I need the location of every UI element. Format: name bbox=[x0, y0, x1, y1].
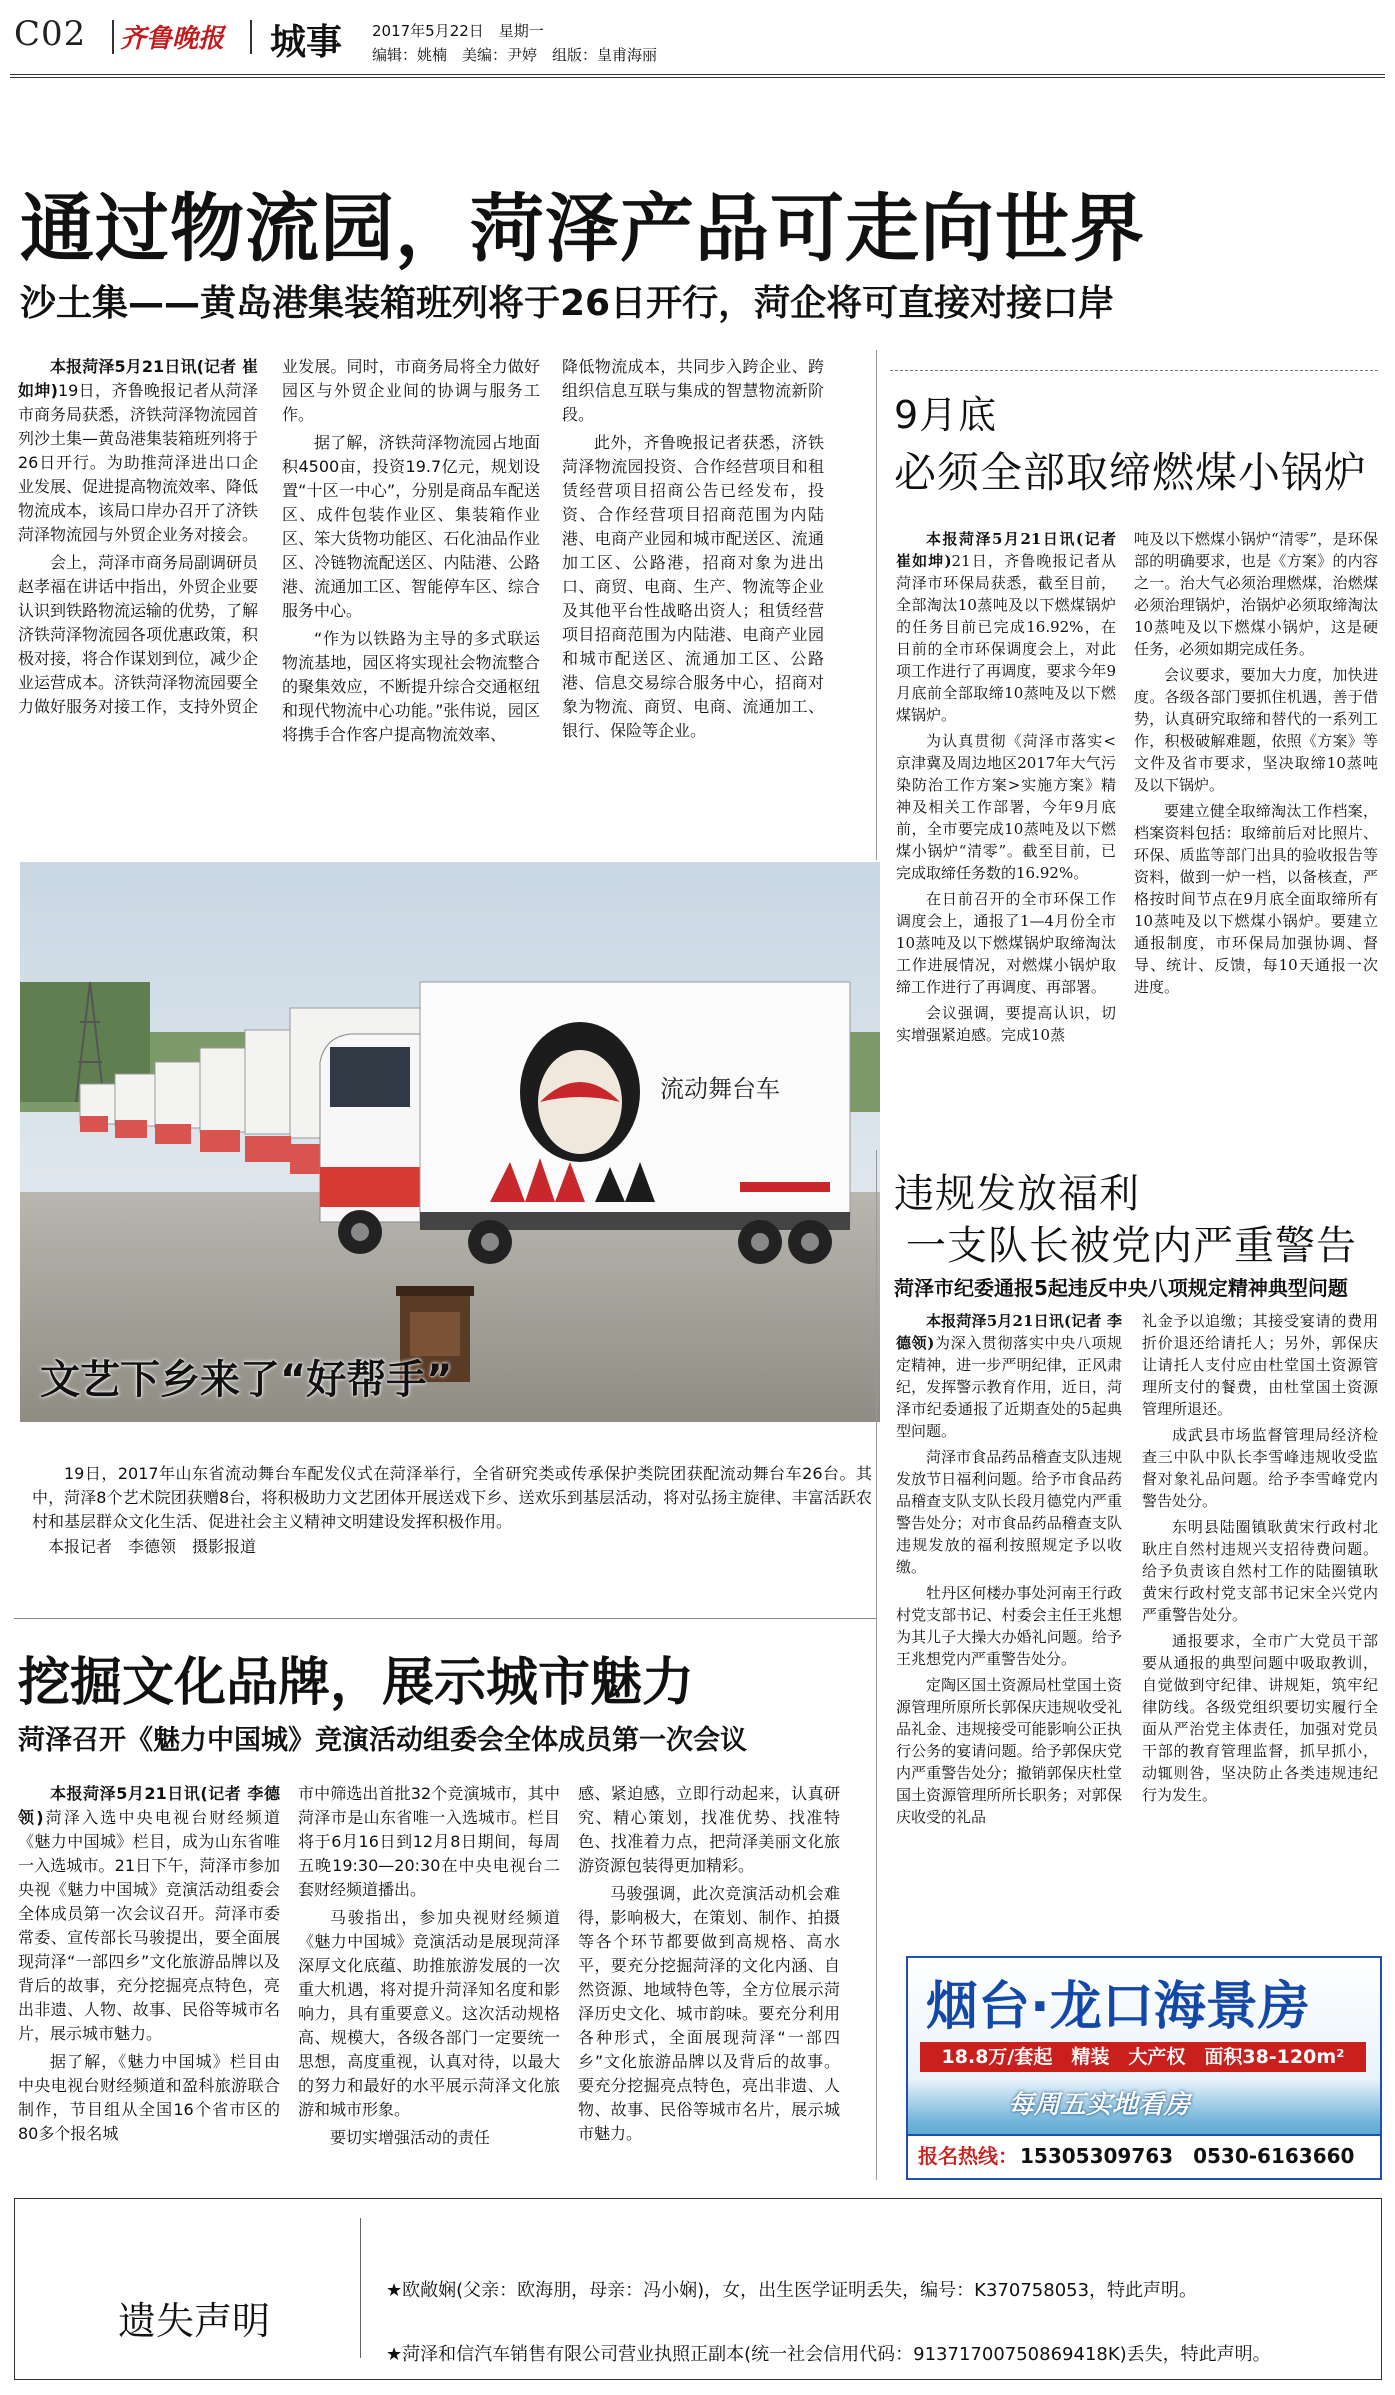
column-rule bbox=[876, 1150, 877, 2180]
culture-headline: 挖掘文化品牌，展示城市魅力 bbox=[18, 1653, 695, 1713]
lead-headline: 通过物流园，菏泽产品可走向世界 bbox=[20, 186, 1145, 272]
paragraph: 会议强调，要提高认识，切实增强紧迫感。完成10蒸 bbox=[896, 1004, 1116, 1044]
lead-column-1 bbox=[18, 355, 258, 723]
paragraph: 定陶区国土资源局杜堂国土资源管理所原所长郭保庆违规收受礼品礼金、违规接受可能影响公正执行公务的宴请问题。给予郭保庆党内严重警告处分；撤销郭保庆杜堂国土资源管理所所长职务；对郭保庆收受的礼品 bbox=[896, 1676, 1122, 1826]
real-estate-ad bbox=[906, 1956, 1382, 2180]
section-rule bbox=[890, 370, 1378, 371]
trucks-photo bbox=[20, 862, 880, 1422]
culture-column-1 bbox=[18, 1782, 280, 2150]
paragraph: 业发展。同时，市商务局将全力做好园区与外贸企业间的协调与服务工作。 bbox=[282, 357, 540, 424]
paragraph: “作为以铁路为主导的多式联运物流基地，园区将实现社会物流整合的聚集效应，不断提升综合交通枢纽和现代物流中心功能。”张伟说，园区将携手合作客户提高物流效率、 bbox=[282, 629, 540, 744]
paragraph: 据了解，济铁菏泽物流园占地面积4500亩，投资19.7亿元，规划设置“十区一中心”，分别是商品车配送区、成件包装作业区、集装箱作业区、笨大货物功能区、石化油品作业区、冷链物流配送区、内陆港、公路港、流通加工区、智能停车区、综合服务中心。 bbox=[282, 433, 540, 620]
paragraph: 马骏强调，此次竞演活动机会难得，影响极大，在策划、制作、拍摄等各个环节都要做到高规格、高水平，要充分挖掘菏泽的文化内涵、自然资源、地域特色等，全方位展示菏泽历史文化、城市韵味。要充分利用各种形式，全面展现菏泽“一部四乡”文化旅游品牌以及背后的故事。要充分挖掘亮点特色，亮出非遗、人物、故事、民俗等城市名片，展示城市魅力。 bbox=[578, 1884, 840, 2143]
discipline-column-2 bbox=[1142, 1310, 1378, 1810]
newspaper-logo: 齐鲁晚报 bbox=[120, 24, 225, 54]
paragraph: 会议要求，要加大力度，加快进度。各级各部门要抓住机遇，善于借势，认真研究取缔和替代的一系列工作，积极破解难题，依照《方案》等文件及省市要求，坚决取缔10蒸吨及以下锅炉。 bbox=[1134, 666, 1378, 794]
paragraph: 要建立健全取缔淘汰工作档案，档案资料包括：取缔前后对比照片、环保、质监等部门出具的验收报告等资料，做到一炉一档，以备核查，严格按时间节点在9月底全面取缔所有10蒸吨及以下燃煤小锅炉。要建立通报制度，市环保局加强协调、督导、统计、反馈，每10天通报一次进度。 bbox=[1134, 802, 1378, 996]
truck-lettering: 流动舞台车 bbox=[660, 1075, 780, 1103]
paragraph: 本报菏泽5月21日讯(记者 李德领)菏泽入选中央电视台财经频道《魅力中国城》栏目，成为山东省唯一入选城市。21日下午，菏泽市参加央视《魅力中国城》竞演活动组委会全体成员第一次会议召开。菏泽市委常委、宣传部长马骏提出，要全面展现菏泽“一部四乡”文化旅游品牌以及背后的故事，充分挖掘亮点特色，亮出非遗、人物、故事、民俗等城市名片，展示城市魅力。 bbox=[18, 1784, 280, 2043]
ad-price-bar: 18.8万/套起 精装 大产权 面积38-120m² bbox=[920, 2042, 1366, 2072]
culture-column-2 bbox=[298, 1782, 560, 2154]
discipline-headline-line1: 违规发放福利 bbox=[894, 1171, 1140, 1217]
photo-headline: 文艺下乡来了“好帮手” bbox=[40, 1357, 453, 1403]
ad-title: 烟台·龙口海景房 bbox=[926, 1977, 1310, 2037]
paragraph: 会上，菏泽市商务局副调研员赵孝福在讲话中指出，外贸企业要认识到铁路物流运输的优势，了解济铁菏泽物流园各项优惠政策，积极对接，将合作谋划到位，减少企业运营成本。济铁菏泽物流园要全力做好服务对接工作，支持外贸企 bbox=[18, 553, 259, 716]
paragraph: 本报菏泽5月21日讯(记者 崔如坤)21日，齐鲁晚报记者从菏泽市环保局获悉，截至目前，全部淘汰10蒸吨及以下燃煤锅炉的任务目前已完成16.92%，在日前的全市环保调度会上，对此项工作进行了再调度，要求今年9月底前全部取缔10蒸吨及以下燃煤锅炉。 bbox=[896, 530, 1116, 724]
issue-date: 2017年5月22日 星期一 bbox=[372, 22, 544, 40]
header-divider bbox=[250, 20, 252, 54]
paragraph: 牡丹区何楼办事处河南王行政村党支部书记、村委会主任王兆想为其儿子大操大办婚礼问题。给予王兆想党内严重警告处分。 bbox=[896, 1584, 1122, 1668]
lost-notice-divider bbox=[360, 2218, 361, 2358]
column-rule bbox=[876, 350, 877, 860]
photo-credit: 本报记者 李德领 摄影报道 bbox=[48, 1537, 257, 1556]
discipline-column-1 bbox=[896, 1310, 1122, 1832]
lost-notice-item: ★欧敞娴(父亲：欧海朋，母亲：冯小娴)，女，出生医学证明丢失，编号：K370758053，特此声明。 bbox=[386, 2280, 1198, 2301]
boiler-column-1 bbox=[896, 528, 1116, 1050]
lead-column-3 bbox=[562, 355, 824, 747]
section-name: 城事 bbox=[270, 22, 343, 63]
paragraph: 礼金予以追缴；其接受宴请的费用折价退还给请托人；另外，郭保庆让请托人支付应由杜堂国土资源管理所支付的餐费，由杜堂国土资源管理所退还。 bbox=[1142, 1312, 1378, 1418]
discipline-subheadline: 菏泽市纪委通报5起违反中央八项规定精神典型问题 bbox=[894, 1276, 1348, 1300]
ad-hotline-numbers: 15305309763 0530-6163660 bbox=[1020, 2144, 1355, 2168]
lost-notice-label: 遗失声明 bbox=[118, 2299, 271, 2343]
paragraph: 本报菏泽5月21日讯(记者 崔如坤)19日，齐鲁晚报记者从菏泽市商务局获悉，济铁菏泽物流园首列沙土集—黄岛港集装箱班列将于26日开行。为助推菏泽进出口企业发展、促进提高物流效率、降低物流成本，该局口岸办召开了济铁菏泽物流园与外贸企业务对接会。 bbox=[18, 357, 259, 544]
editor-credits: 编辑：姚楠 美编：尹婷 组版：皇甫海丽 bbox=[372, 46, 658, 64]
paragraph: 在日前召开的全市环保工作调度会上，通报了1—4月份全市10蒸吨及以下燃煤锅炉取缔淘汰工作进展情况，对燃煤小锅炉取缔工作进行了再调度、再部署。 bbox=[896, 890, 1116, 996]
paragraph: 感、紧迫感，立即行动起来，认真研究、精心策划，找准优势、找准特色、找准着力点，把菏泽美丽文化旅游资源包装得更加精彩。 bbox=[578, 1784, 840, 1875]
ad-hotline-label: 报名热线： bbox=[918, 2144, 1018, 2168]
paragraph: 菏泽市食品药品稽查支队违规发放节日福利问题。给予市食品药品稽查支队支队长段月德党内严重警告处分；对市食品药品稽查支队违规发放的福利按照规定予以收缴。 bbox=[896, 1448, 1122, 1576]
ad-tagline: 每周五实地看房 bbox=[1008, 2090, 1191, 2120]
lead-subheadline: 沙土集——黄岛港集装箱班列将于26日开行，菏企将可直接对接口岸 bbox=[20, 283, 1115, 324]
discipline-headline-line2: 一支队长被党内严重警告 bbox=[906, 1223, 1357, 1269]
paragraph: 为认真贯彻《菏泽市落实<京津冀及周边地区2017年大气污染防治工作方案>实施方案》精神及相关工作部署，今年9月底前，全市要完成10蒸吨及以下燃煤小锅炉“清零”。截至目前，已完成取缔任务数的16.92%。 bbox=[896, 732, 1116, 882]
paragraph: 要切实增强活动的责任 bbox=[330, 2128, 491, 2147]
boiler-headline-line2: 必须全部取缔燃煤小锅炉 bbox=[894, 448, 1368, 497]
paragraph: 此外，齐鲁晚报记者获悉，济铁菏泽物流园投资、合作经营项目和租赁经营项目招商公告已经发布，投资、合作经营项目招商范围为内陆港、电商产业园和城市配送区、流通加工区、公路港，招商对象为进出口、商贸、电商、生产、物流等企业及其他平台性战略出资人；租赁经营项目招商范围为内陆港、电商产业园和城市配送区、流通加工区、公路港、信息交易综合服务中心，招商对象为物流、商贸、电商、流通加工、银行、保险等企业。 bbox=[562, 433, 824, 740]
page-number: C02 bbox=[14, 14, 87, 54]
boiler-column-2 bbox=[1134, 528, 1378, 1002]
paragraph: 东明县陆圈镇耿黄宋行政村北耿庄自然村违规兴支招待费问题。给予负责该自然村工作的陆圈镇耿黄宋行政村党支部书记宋全兴党内严重警告处分。 bbox=[1142, 1518, 1378, 1624]
paragraph: 据了解，《魅力中国城》栏目由中央电视台财经频道和盈科旅游联合制作，节目组从全国16个省市区的80多个报名城 bbox=[18, 2052, 280, 2143]
boiler-headline-line1: 9月底 bbox=[894, 393, 998, 437]
culture-column-3 bbox=[578, 1782, 840, 2150]
paragraph: 马骏指出，参加央视财经频道《魅力中国城》竞演活动是展现菏泽深厚文化底蕴、助推旅游发展的一次重大机遇，将对提升菏泽知名度和影响力，具有重要意义。这次活动规格高、规模大，各级各部门一定要统一思想，高度重视，认真对待，以最大的努力和最好的水平展示菏泽文化旅游和城市形象。 bbox=[298, 1908, 560, 2119]
photo-caption: 19日，2017年山东省流动舞台车配发仪式在菏泽举行，全省研究类或传承保护类院团获配流动舞台车26台。其中，菏泽8个艺术院团获赠8台，将积极助力文艺团体开展送戏下乡、送欢乐到基层活动，将对弘扬主旋律、丰富活跃农村和基层群众文化生活、促进社会主义精神文明建设发挥积极作用。 bbox=[32, 1464, 872, 1531]
culture-subheadline: 菏泽召开《魅力中国城》竞演活动组委会全体成员第一次会议 bbox=[18, 1725, 747, 1756]
paragraph: 吨及以下燃煤小锅炉“清零”，是环保部的明确要求，也是《方案》的内容之一。治大气必须治理燃煤，治燃煤必须治理锅炉，治锅炉必须取缔淘汰10蒸吨及以下燃煤小锅炉，这是硬任务，必须如期完成任务。 bbox=[1134, 530, 1378, 658]
header-rule bbox=[10, 74, 1385, 75]
paragraph: 市中筛选出首批32个竞演城市，其中菏泽市是山东省唯一入选城市。栏目将于6月16日到12月8日期间，每周五晚19:30—20:30在中央电视台二套财经频道播出。 bbox=[298, 1784, 560, 1899]
header-divider bbox=[112, 20, 114, 54]
paragraph: 本报菏泽5月21日讯(记者 李德领)为深入贯彻落实中央八项规定精神，进一步严明纪律，正风肃纪，发挥警示教育作用，近日，菏泽市纪委通报了近期查处的5起典型问题。 bbox=[896, 1312, 1122, 1440]
paragraph: 通报要求，全市广大党员干部要从通报的典型问题中吸取教训，自觉做到守纪律、讲规矩，筑牢纪律防线。各级党组织要切实履行全面从严治党主体责任，加强对党员干部的教育管理监督，抓早抓小，动辄则咎，坚决防止各类违规违纪行为发生。 bbox=[1142, 1632, 1378, 1804]
paragraph: 降低物流成本，共同步入跨企业、跨组织信息互联与集成的智慧物流新阶段。 bbox=[562, 357, 824, 424]
section-rule bbox=[14, 1618, 876, 1619]
header-rule bbox=[10, 77, 1385, 78]
lost-notice-item: ★菏泽和信汽车销售有限公司营业执照正副本(统一社会信用代码：91371700750869418K)丢失，特此声明。 bbox=[386, 2344, 1271, 2365]
paragraph: 成武县市场监督管理局经济检查三中队中队长李雪峰违规收受监督对象礼品问题。给予李雪峰党内警告处分。 bbox=[1142, 1426, 1378, 1510]
lead-column-2 bbox=[282, 355, 540, 751]
